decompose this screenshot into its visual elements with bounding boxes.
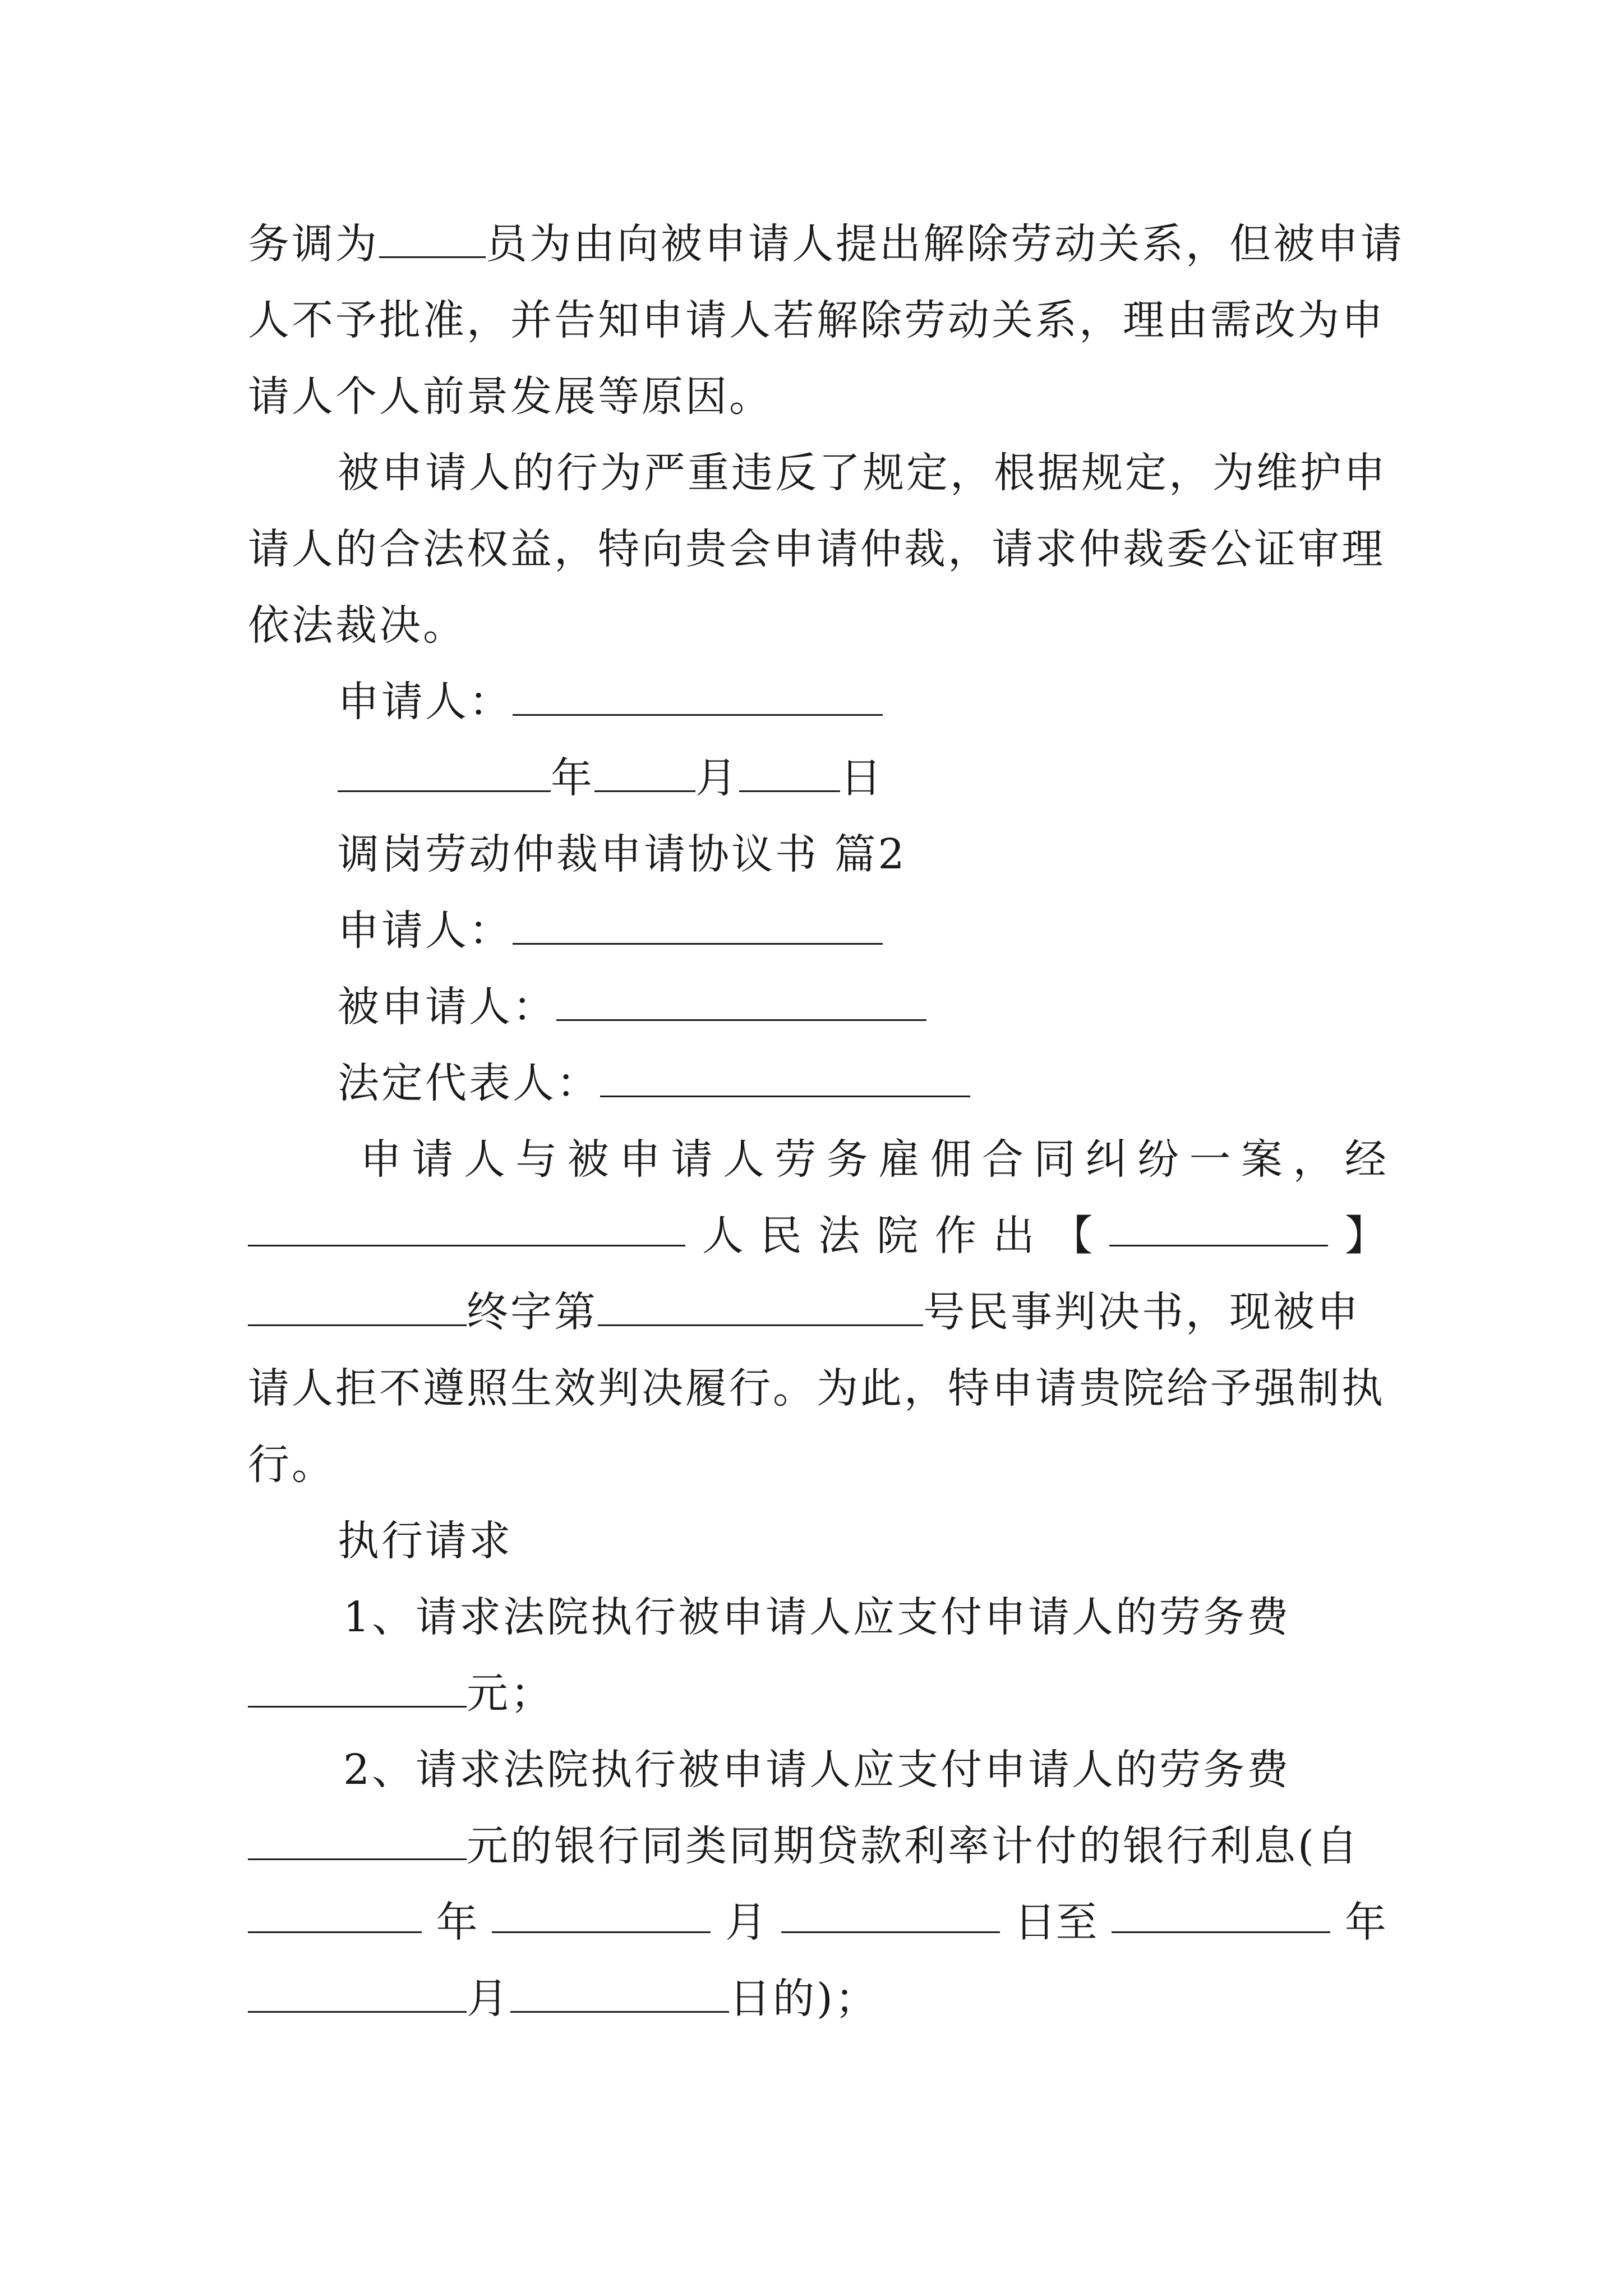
end-year-blank [1112, 1894, 1330, 1933]
section-title: 调岗劳动仲裁申请协议书 篇2 [338, 830, 907, 878]
end-day-blank [510, 1974, 729, 2013]
respondent-field [338, 979, 926, 1035]
amount-blank [248, 1669, 467, 1708]
char: 申 [619, 1135, 661, 1184]
char: 同 [1034, 1135, 1076, 1184]
request-1: 1、请求法院执行被申请人应支付申请人的劳务费 [343, 1593, 1291, 1641]
case-prefix-blank [248, 1287, 467, 1326]
request-2-cont [248, 1818, 1360, 1874]
text: 务调为 [248, 220, 379, 268]
paragraph-2-line-2: 请人的合法权益，特向贵会申请仲裁，请求仲裁委公证审理 [248, 525, 1385, 573]
char: 作 [934, 1212, 976, 1260]
applicant-field [338, 903, 883, 959]
month-label: 月 [695, 754, 739, 802]
paragraph-1-line-1 [248, 216, 1404, 272]
char: 人 [463, 1135, 505, 1184]
blank-line [379, 219, 486, 258]
day-label: 日 [840, 754, 884, 802]
paragraph-3-line-5: 行。 [248, 1441, 335, 1489]
amount-blank [248, 1821, 467, 1860]
start-year-blank [248, 1894, 422, 1933]
char: 纷 [1137, 1135, 1179, 1184]
paragraph-1-line-3: 请人个人前景发展等原因。 [248, 372, 773, 421]
court-blank [248, 1208, 685, 1246]
request-2-end [248, 1971, 879, 2027]
char: 佣 [930, 1135, 972, 1184]
char: 人 [722, 1135, 764, 1184]
text: 年 [436, 1898, 478, 1947]
bracket-close: 】 [1344, 1212, 1386, 1260]
start-month-blank [492, 1894, 711, 1933]
char: 请 [412, 1135, 454, 1184]
char: 经 [1344, 1135, 1386, 1184]
text: 员为由向被申请人提出解除劳动关系，但被申请 [486, 220, 1404, 268]
text: 月 [467, 1975, 510, 2023]
char: 出 [993, 1212, 1035, 1260]
applicant-label: 申请人： [338, 678, 513, 726]
paragraph-1-line-2: 人不予批准，并告知申请人若解除劳动关系，理由需改为申 [248, 296, 1385, 344]
year-label: 年 [551, 754, 594, 802]
applicant-blank [513, 677, 883, 716]
case-number-blank [598, 1287, 923, 1326]
char: 与 [515, 1135, 557, 1184]
day-blank [739, 753, 840, 792]
char: 纠 [1085, 1135, 1127, 1184]
start-day-blank [781, 1894, 1000, 1933]
char: 雇 [878, 1135, 920, 1184]
char: 法 [818, 1212, 860, 1260]
paragraph-3-line-3 [248, 1284, 1361, 1340]
legal-rep-field [338, 1055, 970, 1111]
year-blank [338, 753, 551, 792]
char: 人 [702, 1212, 744, 1260]
bracket-open: 【 [1051, 1212, 1093, 1260]
text: 日至 [1014, 1898, 1098, 1947]
request-2: 2、请求法院执行被申请人应支付申请人的劳务费 [343, 1746, 1291, 1794]
text: 日的)； [729, 1975, 879, 2023]
requests-title: 执行请求 [338, 1517, 513, 1565]
char: 申 [360, 1135, 402, 1184]
respondent-label: 被申请人： [338, 983, 556, 1031]
text: 号民事判决书，现被申 [923, 1288, 1361, 1336]
paragraph-3-line-2 [248, 1208, 1386, 1264]
applicant-blank [513, 906, 883, 945]
request-1-amount [248, 1665, 554, 1722]
respondent-blank [556, 982, 926, 1021]
text: 终字第 [467, 1288, 598, 1336]
signature-date [338, 750, 884, 806]
char: ， [1293, 1135, 1335, 1184]
month-blank [594, 753, 695, 792]
legal-rep-blank [600, 1059, 970, 1097]
legal-rep-label: 法定代表人： [338, 1059, 600, 1107]
char: 案 [1241, 1135, 1283, 1184]
char: 民 [760, 1212, 802, 1260]
char: 务 [826, 1135, 868, 1184]
text: 元； [467, 1669, 554, 1718]
paragraph-3-line-1 [248, 1131, 1386, 1188]
text: 元的银行同类同期贷款利率计付的银行利息(自 [467, 1822, 1360, 1870]
paragraph-2-line-1: 被申请人的行为严重违反了规定，根据规定，为维护申 [338, 449, 1387, 497]
applicant-label: 申请人： [338, 907, 513, 955]
char: 院 [877, 1212, 919, 1260]
text: 月 [725, 1898, 767, 1947]
paragraph-2-line-3: 依法裁决。 [248, 601, 467, 650]
char: 劳 [774, 1135, 817, 1184]
text: 年 [1344, 1898, 1386, 1947]
case-year-blank [1109, 1208, 1328, 1246]
char: 请 [671, 1135, 713, 1184]
char: 合 [981, 1135, 1023, 1184]
request-2-dates [248, 1894, 1386, 1950]
char: 被 [567, 1135, 609, 1184]
paragraph-3-line-4: 请人拒不遵照生效判决履行。为此，特申请贵院给予强制执 [248, 1364, 1385, 1412]
end-month-blank [248, 1974, 467, 2013]
signature-applicant [338, 674, 883, 730]
char: 一 [1189, 1135, 1231, 1184]
